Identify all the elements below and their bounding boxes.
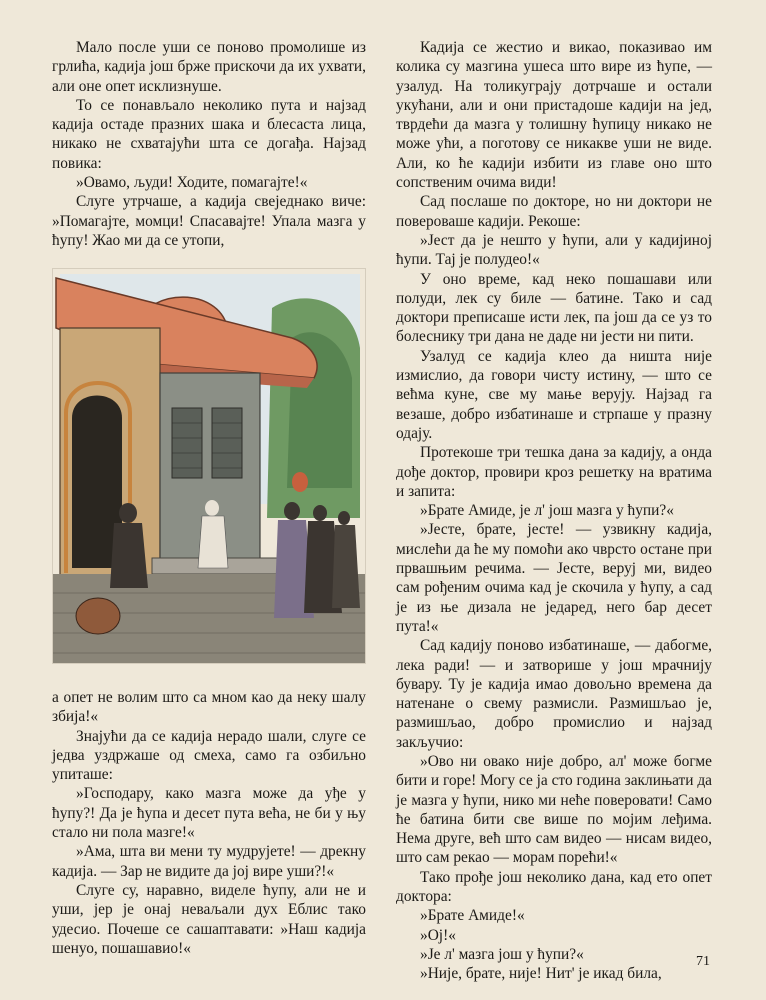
paragraph: Сад послаше по докторе, но ни доктори не поверовашe кадији. Рекоше: <box>396 193 712 230</box>
paragraph: »Овамо, људи! Ходите, помагајте!« <box>76 174 308 192</box>
paragraph: »Брате Амиде!« <box>420 907 525 925</box>
paragraph: »Је л' мазга још у ћупи?« <box>420 945 584 963</box>
left-column-bottom <box>52 688 366 958</box>
paragraph: »Јест да је нешто у ћупи, али у кадијиној ћупи. Тај је полудео!« <box>396 231 712 269</box>
paragraph: »Господару, како мазга може да уђе у ћупу?! Да је ћупа и десет пута већа, не би у њу стало ни пола мазге!« <box>52 785 366 842</box>
paragraph: »Ој!« <box>420 926 456 944</box>
paragraph: У оно време, кад неко пошашави или полуди, лек су биле — батине. Тако и сад доктори преписаше исти лек, па још да се уз то болеснику три дана не даде ни јести ни пити. <box>396 270 712 346</box>
paragraph: Знајући да се кадија нерадо шали, слуге се једва уздржаше од смеха, само га озбиљно упиташе: <box>52 727 366 784</box>
paragraph: Мало после уши се поново промолише из грлића, кадија још брже прискочи да их ухвати, али оне опет исклизнуше. <box>52 39 366 95</box>
fountain-illustration <box>52 268 366 664</box>
paragraph: »Није, брате, није! Нит' је икад била, <box>420 965 662 983</box>
paragraph: »Брате Амиде, је л' још мазга у ћупи?« <box>420 502 674 520</box>
right-column <box>396 38 712 984</box>
page-number: 71 <box>696 954 710 969</box>
paragraph: а опет не волим што са мном као да неку шалу збија!« <box>52 689 366 726</box>
paragraph: Кадија се жестио и викао, показивао им колика су мазгина ушеса што вире из ћупе, — узалуд. На толикуграју дотрчаше и остали укућани, али и они пристадоше кадији на јед, тврдећи да мазга у толишну ћупицу никако не може ући, а поготову се никакве уши не виде. Али, ко ће кадији избити из главе оно што сопственим очима види! <box>396 39 712 192</box>
paragraph: То се понављало неколико пута и најзад кадија остаде празних шака и блесаста лица, никако не схватајући шта се догађа. Најзад повика: <box>52 96 366 172</box>
paragraph: Сад кадију поново избатинаше, — дабогме, лека ради! — и затворише у још мрачнију бувару. Ту је кадија имао довољно времена да натенане о свему размисли. Размишљао је, размишљао, добро промислио и најзад закључио: <box>396 637 712 751</box>
paragraph: Слуге утрчаше, а кадија свеједнако виче: »Помагајте, момци! Спасавајте! Упала мазга у ћупу! Жао ми да се утопи, <box>52 193 366 249</box>
paragraph: Узалуд се кадија клео да ништа није измислио, да говори чисту истину, — што се већма куне, све му мање верују. Најзад га везаше, добро избатинаше и стрпаше у празну одају. <box>396 347 712 442</box>
paragraph: Протекоше три тешка дана за кадију, а онда дође доктор, провири кроз решетку на вратима и запита: <box>396 444 712 500</box>
paragraph: »Ама, шта ви мени ту мудрујете! — дрекну кадија. — Зар не видите да јој вире уши?!« <box>52 843 366 880</box>
paragraph: »Јесте, брате, јесте! — узвикну кадија, мислећи да ће му помоћи ако чврсто остане при првашњим речима. — Јесте, веруј ми, видео сам рођеним очима кад је скочила у ћупу, а сад је из ње дизала не једаред, него бар десет пута!« <box>396 521 712 635</box>
left-column-top <box>52 38 366 250</box>
paragraph: Слуге су, наравно, виделе ћупу, али не и уши, јер је онај неваљали дух Еблис тако удесио. Почеше се сашаптавати: »Наш кадија шенуо, пошашавио!« <box>52 881 366 957</box>
paragraph: Тако прође још неколико дана, кад ето опет доктора: <box>396 868 712 906</box>
paragraph: »Ово ни овако није добро, ал' може богме бити и горе! Могу се ја сто година заклињати да је мазга у ћупи, нико ми неће поверовати! Само ће батина бити све више по мојим леђима. Нема друге, већ што сам видео — нисам видео, што сам рекао — морам порећи!« <box>396 752 712 867</box>
